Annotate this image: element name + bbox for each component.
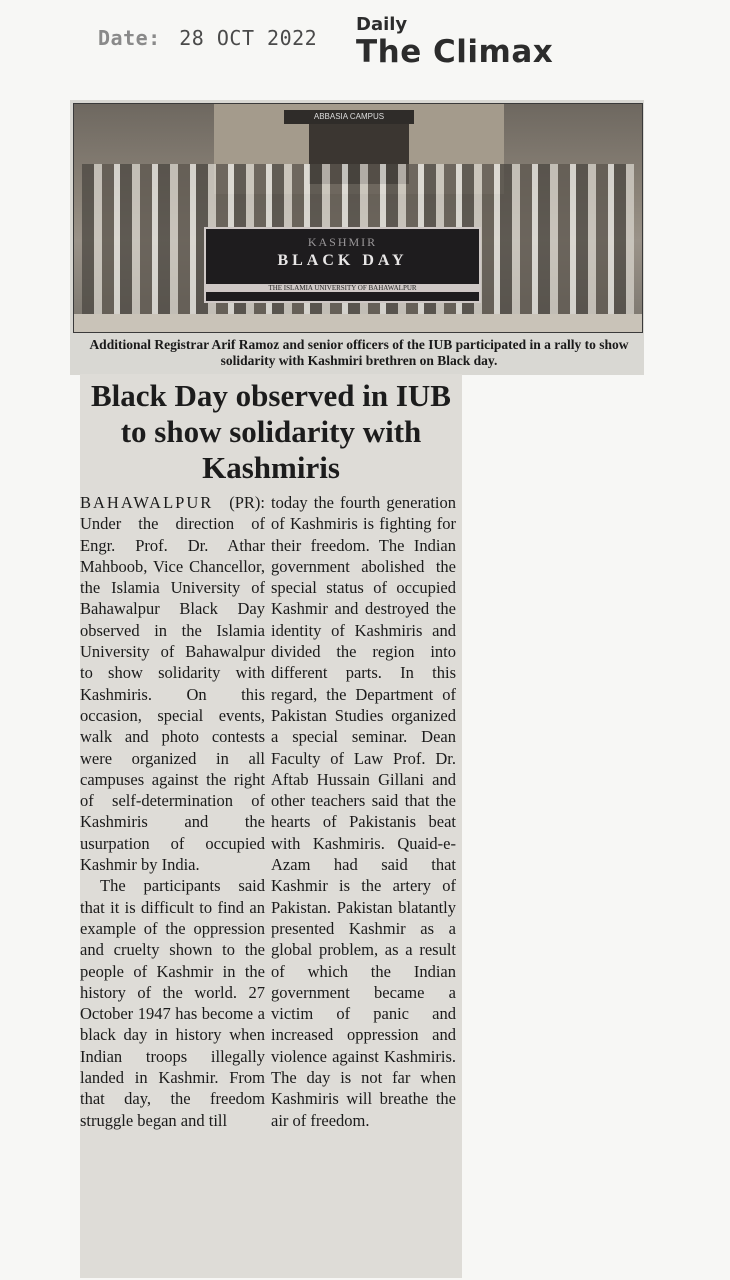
date-stamp [98, 26, 317, 50]
date-value: 28 OCT 2022 [179, 26, 318, 50]
banner-line-2: BLACK DAY [277, 252, 408, 269]
ground [74, 314, 642, 332]
article-clipping [80, 374, 462, 1278]
article-headline: Black Day observed in IUB to show solidarity with Kashmiris [91, 378, 451, 485]
newspaper-tagline: Daily [356, 14, 408, 35]
banner-line-3: THE ISLAMIA UNIVERSITY OF BAHAWALPUR [206, 284, 479, 292]
date-label: Date: [98, 26, 161, 50]
article-paragraph-3: today the fourth generation of Kashmiris is fighting for their freedom. The Indian government abolished the special status of occupied Kashmir and destroyed the identity of Kashmiris and divided the region into different parts. In this regard, the Department of Pakistan Studies organized a special seminar. Dean Faculty of Law Prof. Dr. Aftab Hussain Gillani and other teachers said that the hearts of Pakistanis beat with Kashmiris. Quaid-e-Azam had said that Kashmir is the artery of Pakistan. Pakistan blatantly presented Kashmir as a global problem, as a result of which the Indian government became a victim of panic and increased oppression and violence against Kashmiris. The day is not far when Kashmiris will breathe the air of freedom. [271, 493, 456, 1130]
rally-photo [73, 103, 643, 333]
article-body [80, 492, 462, 1131]
building-sign: ABBASIA CAMPUS [284, 110, 414, 124]
photo-caption: Additional Registrar Arif Ramoz and senior officers of the IUB participated in a rally to show solidarity with Kashmiri brethren on Black day. [89, 337, 629, 368]
rally-banner [204, 227, 481, 303]
newspaper-title: The Climax [356, 34, 554, 70]
article-paragraph-2: The participants said that it is difficult to find an example of the oppression and cruelty shown to the people of Kashmir in the history of the world. 27 October 1947 has become a black day in history when Indian troops illegally landed in Kashmir. From that day, the freedom struggle began and till [80, 876, 265, 1130]
banner-line-1: KASHMIR [307, 235, 378, 249]
article-dateline: BAHAWALPUR [80, 493, 214, 512]
article-column-1 [80, 492, 271, 1131]
article-paragraph-1: (PR): Under the direction of Engr. Prof. Dr. Athar Mahboob, Vice Chancellor, the Islamia University of Bahawalpur Black Day observed in the Islamia University of Bahawalpur to show solidarity with Kashmiris. On this occasion, special events, walk and photo contests were organized in all campuses against the right of self-determination of Kashmiris and the usurpation of occupied Kashmir by India. [80, 493, 265, 875]
photo-clipping [70, 100, 644, 375]
article-column-2 [271, 492, 456, 1131]
newspaper-name [356, 14, 553, 69]
